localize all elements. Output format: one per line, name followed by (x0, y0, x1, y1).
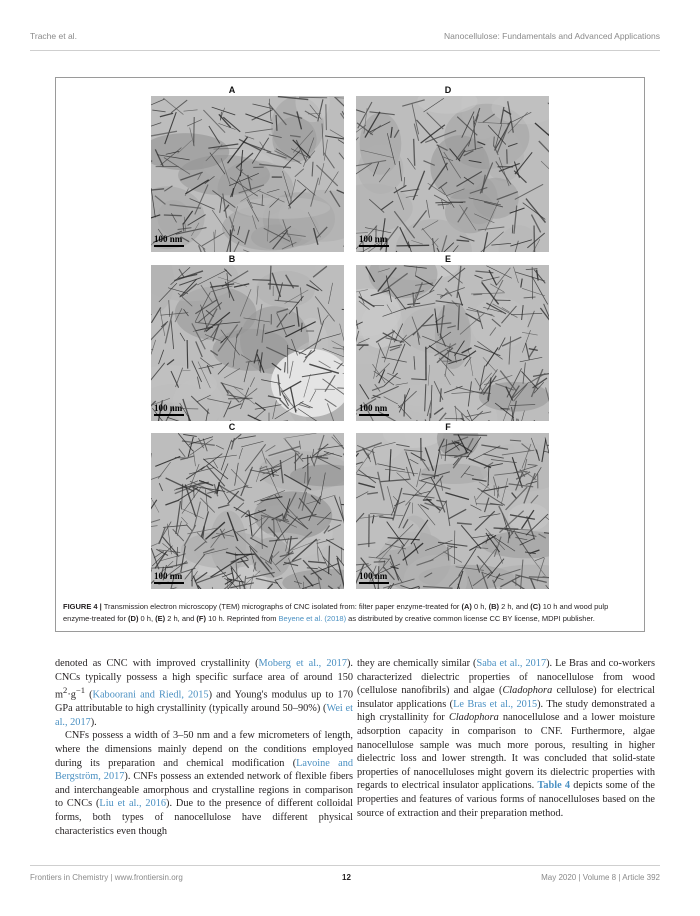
scale-bar-f: 100 nm (359, 571, 389, 584)
body-column-left (55, 657, 353, 838)
figure-4 (55, 77, 645, 632)
micrograph-d (356, 96, 549, 252)
micrograph-c (151, 433, 344, 589)
micrograph-f (356, 433, 549, 589)
caption-reference-link[interactable]: Beyene et al. (2018) (278, 614, 347, 623)
page-number: 12 (342, 873, 351, 882)
paragraph: they are chemically similar (Saba et al., 2017). Le Bras and co-workers characterized dielectric properties of nanocellulose from wood (cellulose nanofibrils) and algae (Cladophora cellulose) for electrical insulator applications (Le Bras et al., 2015). The study demonstrated a high crystallinity for Cladophora nanocellulose and a lower moisture adsorption capacity in comparison to CNF. Furthermore, algae nanocellulose sample was much more porous, resulting in higher dielectric loss and lower strength. It was concluded that solid-state properties of nanocelluloses might govern its dielectric properties with regards to electrical insulator applications. Table 4 depicts some of the properties and features of various forms of nanocelluloses based on the source of extraction and their preparation method. (357, 658, 656, 819)
micrograph-a (151, 96, 344, 252)
footer-rule (30, 865, 660, 866)
paragraph: denoted as CNC with improved crystallinity (Moberg et al., 2017). CNCs typically possess a high specific surface area of around 150 $m^2\cdot g^{-1}$ (Kaboorani and Riedl, 2015) and Young's modulus up to 170 GPa attributable to high crystallinity (typically around 50–90%) (Wei et al., 2017). (55, 658, 354, 728)
scale-bar-b: 100 nm (154, 403, 184, 416)
running-header-authors: Trache et al. (30, 31, 77, 41)
micrograph-b (151, 265, 344, 421)
running-header-title: Nanocellulose: Fundamentals and Advanced Applications (444, 31, 660, 41)
paragraph: CNFs possess a width of 3–50 nm and a few micrometers of length, where the dimensions mainly depend on the conditions employed during its preparation and chemical modification (Lavoine and Bergström, 2017). CNFs possess an extended network of flexible fibers and interchangeable amorphous and crystalline regions in comparison to CNCs (Liu et al., 2016). Due to the presence of different colloidal forms, both types of nanocellulose have different physical characteristics even though (55, 730, 354, 837)
citation-link[interactable]: Moberg et al., 2017 (258, 658, 347, 669)
panel-label-d: D (444, 85, 452, 95)
citation-link[interactable]: Lavoine and Bergström, 2017 (55, 757, 354, 783)
scale-bar-a: 100 nm (154, 234, 184, 247)
footer-journal: Frontiers in Chemistry | www.frontiersin.org (30, 873, 183, 882)
citation-link[interactable]: Le Bras et al., 2015 (453, 698, 538, 710)
citation-link[interactable]: Wei et al., 2017 (55, 703, 353, 728)
citation-link[interactable]: Saba et al., 2017 (476, 658, 547, 669)
scale-bar-c: 100 nm (154, 571, 184, 584)
footer-issue: May 2020 | Volume 8 | Article 392 (541, 873, 660, 882)
panel-label-e: E (444, 254, 452, 264)
panel-label-f: F (445, 422, 451, 432)
figure-caption: FIGURE 4 | Transmission electron microscopy (TEM) micrographs of CNC isolated from: filter paper enzyme-treated for (A) 0 h, (B) 2 h, and (C) 10 h and wood pulp enzyme-treated for (D) 0 h, (E) 2 h, and (F) 10 h. Reprinted from Beyene et al. (2018) as distributed by creative common license CC BY license, MDPI publisher. (63, 602, 609, 623)
table-4-link[interactable]: Table 4 (537, 780, 571, 792)
body-column-right (357, 657, 655, 820)
scale-bar-e: 100 nm (359, 403, 389, 416)
panel-label-c: C (228, 422, 236, 432)
citation-link[interactable]: Liu et al., 2016 (99, 798, 167, 810)
citation-link[interactable]: Kaboorani and Riedl, 2015 (92, 689, 209, 701)
scale-bar-d: 100 nm (359, 234, 389, 247)
panel-label-a: A (228, 85, 236, 95)
panel-label-b: B (228, 254, 236, 264)
header-rule (30, 50, 660, 51)
micrograph-e (356, 265, 549, 421)
